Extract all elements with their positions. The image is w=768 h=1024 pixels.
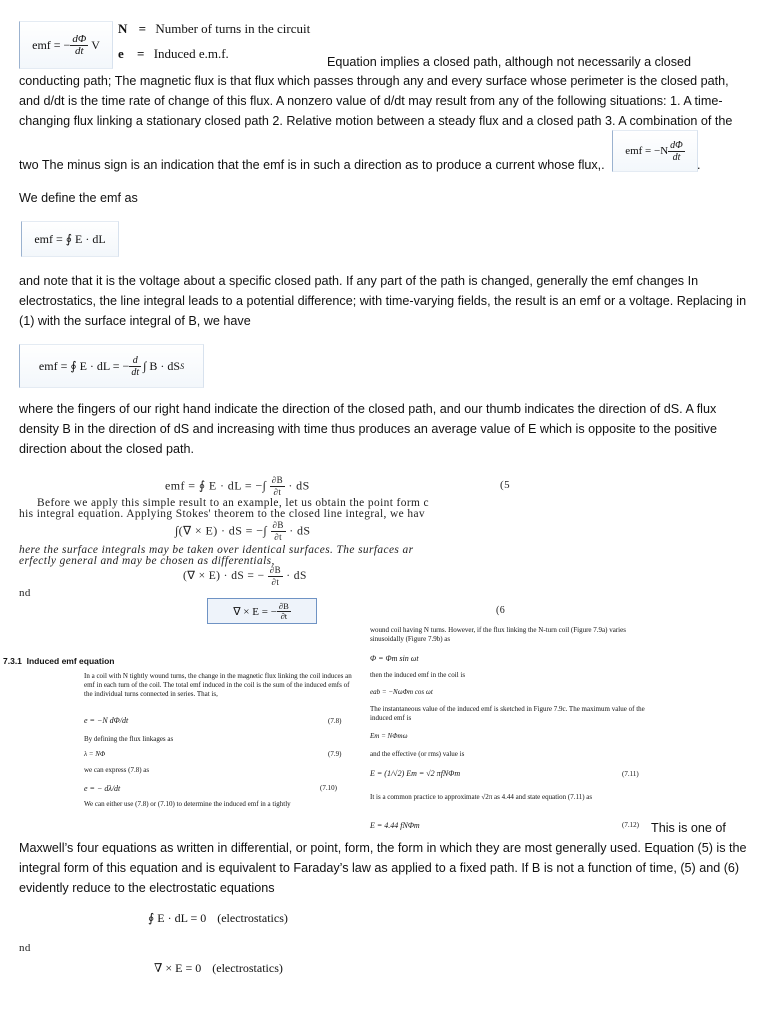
scan-line-2: his integral equation. Applying Stokes' theorem to the closed line integral, we hav — [19, 508, 425, 520]
emf-n-fraction — [668, 140, 685, 163]
scan2-eq-7-8-number: (7.8) — [328, 717, 342, 725]
fraction-denominator: dt — [131, 366, 140, 378]
emf-fraction — [70, 34, 88, 57]
scan2-right-paragraph: wound coil having N turns. However, if the flux linking the N-turn coil (Figure 7.9a) varies sinusoidally (Figure 7.9b) as — [370, 626, 626, 643]
fraction-numerator: ∂B — [271, 475, 283, 485]
scan2-express: we can express (7.8) as — [84, 766, 150, 774]
scan-eq5-number: (5 — [500, 479, 510, 491]
scan2-phi-eq: Φ = Φm sin ωt — [370, 654, 419, 663]
fraction-numerator: dΦ — [670, 139, 683, 151]
legend-e-row — [118, 46, 229, 62]
electrostatic-eq-2-label: (electrostatics) — [212, 961, 283, 975]
surface-eq-lhs: emf = ∮ E · dL = − — [38, 358, 130, 373]
scan2-eq-7-9: λ = NΦ — [84, 750, 106, 758]
scan2-eq-7-9-number: (7.9) — [328, 750, 342, 758]
legend-n-description: Number of turns in the circuit — [155, 21, 311, 36]
electrostatic-eq-1-expr: ∮ E · dL = 0 — [148, 911, 207, 925]
emf-equation-box — [19, 21, 113, 69]
legend-n-symbol: N — [118, 21, 128, 36]
scan2-eq-7-11: E = (1/√2) Em = √2 πfNΦm — [370, 769, 461, 778]
surface-eq-subscript: S — [180, 361, 185, 371]
nd-text-2: nd — [19, 942, 31, 954]
surface-eq-rhs: ∫ B · dS — [143, 358, 181, 373]
scan2-eq-7-8: e = −N dΦ/dt — [84, 716, 129, 725]
paragraph-1: conducting path; The magnetic flux is that flux which passes through any and every surface whose perimeter is the closed path, and d/dt is the time rate of change of this flux. A nonzero value of d/dt may result from any of the following situations: 1. A time-changing flux linking a stationary closed path 2. Relative motion between a steady flux and a closed path 3. A combination of the — [19, 74, 733, 128]
legend-n-equals: = — [138, 21, 147, 36]
scan-curl-lhs: ∇ × E = − — [233, 605, 277, 618]
scan2-eq-7-11-number: (7.11) — [622, 770, 639, 778]
fraction-denominator: dt — [74, 44, 84, 57]
scan-eq5-lhs: emf = ∮ E · dL = −∫ — [165, 478, 267, 493]
scan2-eab-eq: eab = −NωΦm cos ωt — [370, 688, 433, 696]
electrostatic-eq-1 — [148, 911, 288, 926]
fraction-denominator: ∂t — [271, 577, 280, 587]
fraction-numerator: ∂B — [272, 520, 284, 530]
scan-curl-box — [207, 598, 317, 624]
paragraph-2: two The minus sign is an indication that the emf is in such a direction as to produce a current whose flux,. — [19, 158, 605, 172]
define-emf-text: We define the emf as — [19, 191, 138, 205]
legend-e-symbol: e — [118, 46, 124, 61]
scan-diff-tail: · dS — [286, 570, 307, 583]
emf-n-lhs: emf = −N — [625, 145, 669, 157]
electrostatic-eq-1-label: (electrostatics) — [217, 911, 288, 925]
legend-e-equals: = — [137, 46, 145, 61]
scan-eq5-fraction — [270, 475, 285, 498]
surface-eq-fraction — [129, 355, 141, 378]
scan2-eq-7-10-number: (7.10) — [320, 784, 337, 792]
scan-nd-text: nd — [19, 587, 31, 599]
scan2-effective: and the effective (or rms) value is — [370, 750, 465, 758]
paragraph-2-dot: . — [697, 158, 701, 172]
fraction-numerator: ∂B — [269, 565, 282, 575]
emf-n-equation-box — [612, 130, 698, 172]
scan-stokes-fraction — [271, 520, 286, 543]
emf-line-integral-box — [21, 221, 119, 257]
electrostatic-eq-2 — [154, 961, 283, 976]
scan2-common-practice: It is a common practice to approximate √2π as 4.44 and state equation (7.11) as — [370, 793, 593, 801]
scan-eq-5 — [165, 475, 310, 498]
scan-line-1: Before we apply this simple result to an example, let us obtain the point form c — [37, 497, 429, 509]
scan-eq5-tail: · dS — [288, 478, 310, 493]
paragraph-3: and note that it is the voltage about a specific closed path. If any part of the path is changed, generally the emf changes In electrostatics, the line integral leads to a potential difference; with time-varying fields, the result is an emf or a voltage. Replacing in (1) with the surface integral of B, we have — [19, 274, 747, 328]
surface-integral-box — [19, 344, 204, 388]
scan2-eq-7-12-number: (7.12) — [622, 821, 639, 829]
legend-e-description: Induced e.m.f. — [153, 46, 229, 61]
scan2-em-eq: Em = NΦmω — [370, 732, 408, 740]
fraction-numerator: ∂B — [278, 600, 289, 611]
scan-eq6-number: (6 — [496, 605, 506, 616]
scan-eq-differential — [183, 565, 307, 588]
scan-stokes-tail: · dS — [289, 523, 311, 538]
scan2-instantaneous: The instantaneous value of the induced emf is sketched in Figure 7.9c. The maximum value of the induced emf is — [370, 705, 645, 722]
scan-curl-fraction — [277, 602, 291, 621]
paragraph-5: Maxwell’s four equations as written in differential, or point, form, the form in which they are most generally used. Equation (5) is the integral form of this equation and is equivalent to Faraday’s law as applied to a fixed path. If B is not a function of time, (5) and (6) evidently reduce to the electrostatic equations — [19, 841, 747, 895]
emf-line-integral: emf = ∮ E · dL — [34, 231, 106, 246]
scan-line-4: erfectly general and may be chosen as differentials, — [19, 555, 275, 567]
legend-n-row — [118, 21, 310, 37]
scan-diff-lhs: (∇ × E) · dS = − — [183, 570, 265, 583]
electrostatic-eq-2-expr: ∇ × E = 0 — [154, 961, 202, 975]
paragraph-1-start: Equation implies a closed path, although not necessarily a closed — [327, 55, 692, 69]
scan-eq-stokes — [175, 520, 310, 543]
fraction-denominator: ∂t — [273, 487, 282, 497]
fraction-numerator: d — [129, 355, 141, 367]
scan2-then: then the induced emf in the coil is — [370, 671, 466, 679]
fraction-numerator: dΦ — [72, 32, 87, 45]
scan-stokes-lhs: ∫(∇ × E) · dS = −∫ — [175, 523, 268, 538]
fraction-denominator: dt — [672, 151, 681, 163]
scan2-left-paragraph: In a coil with N tightly wound turns, the change in the magnetic flux linking the coil induces an emf in each turn of the coil. The total emf induced in the coil is the sum of the induced emfs of the individual turns connected in series. That is, — [84, 672, 352, 698]
fraction-denominator: ∂t — [280, 610, 288, 621]
paragraph-4: where the fingers of our right hand indicate the direction of the closed path, and our thumb indicates the direction of dS. A flux density B in the direction of dS and increasing with time thus produces an average value of E which is opposite to the positive direction about the closed path. — [19, 402, 717, 456]
scan-line-3: here the surface integrals may be taken over identical surfaces. The surfaces ar — [19, 544, 414, 556]
fraction-denominator: ∂t — [274, 532, 283, 542]
scan2-eq-7-12: E = 4.44 fNΦm — [370, 821, 420, 830]
scan2-define-flux: By defining the flux linkages as — [84, 735, 174, 743]
scan2-eq-7-10: e = − dλ/dt — [84, 784, 121, 793]
section-heading-induced-emf: 7.3.1 Induced emf equation — [3, 656, 115, 666]
scan-diff-fraction — [268, 565, 283, 588]
emf-unit: V — [91, 37, 100, 52]
scan2-use: We can either use (7.8) or (7.10) to determine the induced emf in a tightly — [84, 800, 291, 808]
paragraph-5-start: This is one of — [651, 821, 726, 835]
emf-lhs: emf = − — [32, 37, 71, 52]
